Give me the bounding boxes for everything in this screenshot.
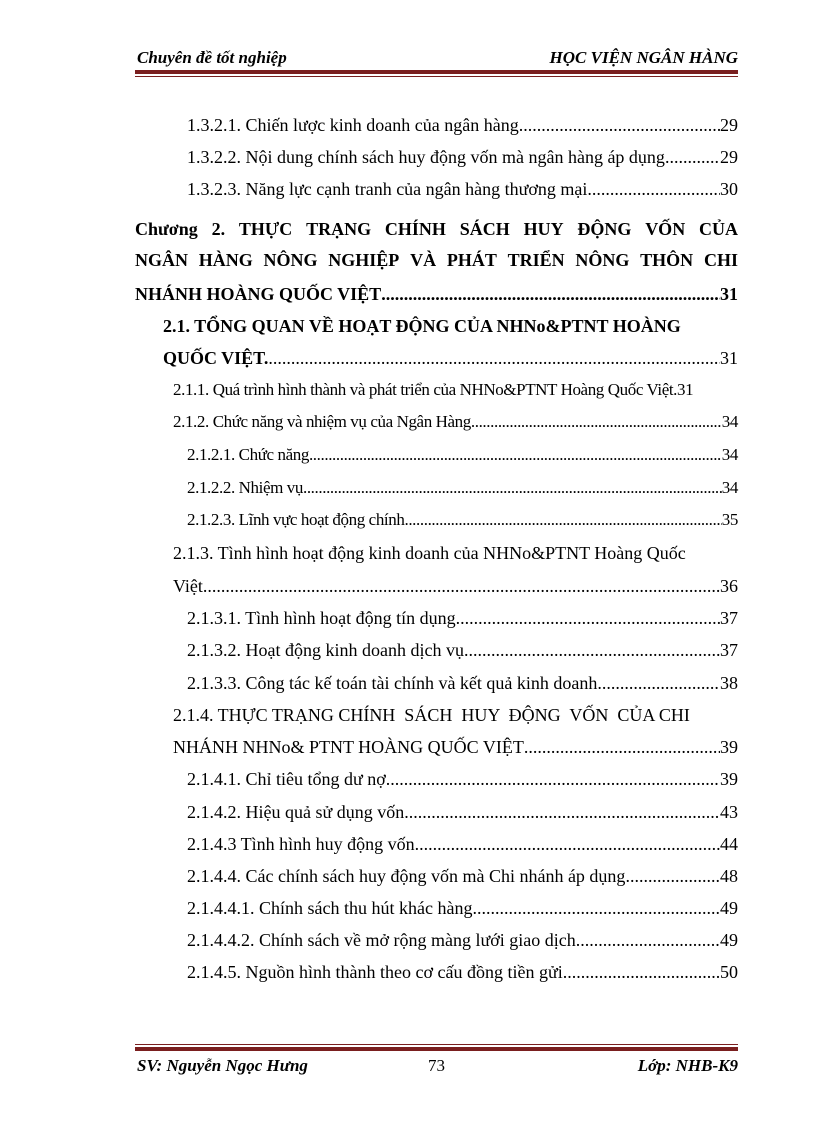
toc-entry-title: 2.1.2.1. Chức năng [187,445,309,464]
toc-page-number: 49 [720,930,738,950]
chapter-title-line-1 [135,214,738,245]
toc-leader [464,640,720,661]
chapter-word: Chương [135,219,198,239]
toc-entry-2-1-4-line-1[interactable]: 2.1.4. THỰC TRẠNG CHÍNH SÁCH HUY ĐỘNG VỐN CỦA CHI [173,705,690,725]
toc-leader [519,115,720,136]
toc-entry-2-1-3-line-1[interactable]: 2.1.3. Tình hình hoạt động kinh doanh của NHNo&PTNT Hoàng Quốc [173,543,686,563]
toc-leader [471,412,722,432]
chapter-word: NÔNG [263,250,318,270]
toc-entry-title: NHÁNH NHNo& PTNT HOÀNG QUỐC VIỆT [173,737,524,757]
chapter-word: THỰC [238,219,293,239]
toc-leader [625,866,720,887]
toc-leader [587,179,720,200]
toc-page-number: 34 [721,478,738,497]
toc-entry-title: 1.3.2.2. Nội dung chính sách huy động vốn mà ngân hàng áp dụng [187,147,665,167]
toc-entry-title: Việt [173,576,203,596]
toc-leader [404,510,721,530]
chapter-word: 2. [211,219,226,239]
header-right-title: HỌC VIỆN NGÂN HÀNG [549,48,738,67]
toc-entry-title: 2.1.4.4.1. Chính sách thu hút khác hàng [187,898,473,918]
toc-entry-2-1-2-2[interactable] [187,478,738,498]
toc-leader [563,962,720,983]
chapter-word: VÀ [410,250,437,270]
toc-entry-2-1-4-4-2[interactable] [187,930,738,951]
footer-rule-thin [135,1044,738,1045]
toc-leader [576,930,720,951]
toc-page-number: 43 [720,802,738,822]
toc-page-number: 48 [720,866,738,886]
toc-leader [472,898,720,919]
toc-entry-2-1-2-3[interactable] [187,510,738,530]
toc-entry-title: 1.3.2.3. Năng lực cạnh tranh của ngân hàng thương mại [187,179,588,199]
toc-chapter-2[interactable] [135,214,738,276]
toc-page-number: 39 [720,769,738,789]
header-rule [135,70,738,74]
toc-leader [456,608,720,629]
toc-entry-2-1-2[interactable] [173,412,738,432]
toc-leader [309,445,722,465]
toc-leader [524,737,720,758]
chapter-word: CỦA [699,219,738,239]
footer-page-number: 73 [428,1056,445,1075]
toc-section-2-1[interactable] [163,348,738,369]
page-footer [135,1056,738,1078]
toc-leader [386,769,720,790]
toc-entry-title: 2.1.3.3. Công tác kế toán tài chính và kết quả kinh doanh [187,673,598,693]
toc-leader [415,834,720,855]
toc-entry-title: 2.1.3.2. Hoạt động kinh doanh dịch vụ [187,640,464,660]
toc-page-number: 36 [720,576,738,596]
toc-leader [303,478,722,498]
toc-page-number: 31 [720,348,738,368]
toc-entry-2-1-3-2[interactable] [187,640,738,661]
toc-page-number: 30 [720,179,738,199]
toc-page-number: 31 [677,380,694,399]
toc-entry-title: 2.1.4.3 Tình hình huy động vốn [187,834,415,854]
chapter-word: CHÍNH [384,219,446,239]
toc-page-number: 29 [720,147,738,167]
toc-page-number: 38 [720,673,738,693]
chapter-word: PHÁT [446,250,497,270]
toc-entry-2-1-4-4[interactable] [187,866,738,887]
toc-entry-title: 1.3.2.1. Chiến lược kinh doanh của ngân hàng [187,115,519,135]
toc-page-number: 29 [720,115,738,135]
toc-page-number: 34 [721,445,738,464]
toc-chapter-2-last-line[interactable] [135,284,738,305]
toc-entry-2-1-4[interactable] [173,737,738,758]
toc-page-number: 37 [720,640,738,660]
toc-entry-title: 2.1.4.4. Các chính sách huy động vốn mà Chi nhánh áp dụng [187,866,626,886]
chapter-word: HUY [523,219,564,239]
toc-entry-1-3-2-2[interactable] [187,147,738,168]
chapter-word: HÀNG [198,250,253,270]
toc-entry-1-3-2-1[interactable] [187,115,738,136]
chapter-word: ĐỘNG [577,219,632,239]
toc-leader [597,673,720,694]
toc-entry-title: NHÁNH HOÀNG QUỐC VIỆT [135,284,382,304]
toc-entry-2-1-3-3[interactable] [187,673,738,694]
chapter-title-line-2 [135,245,738,276]
chapter-word: SÁCH [459,219,510,239]
toc-entry-title: 2.1.2. Chức năng và nhiệm vụ của Ngân Hàng [173,412,471,431]
toc-entry-2-1-4-3[interactable] [187,834,738,855]
toc-entry-2-1-4-5[interactable] [187,962,738,983]
toc-entry-title: 2.1.1. Quá trình hình thành và phát triển của NHNo&PTNT Hoàng Quốc Việt. [173,380,678,399]
header-rule-thin [135,76,738,77]
toc-entry-2-1-3-1[interactable] [187,608,738,629]
toc-entry-2-1-4-4-1[interactable] [187,898,738,919]
toc-entry-title: 2.1.3.1. Tình hình hoạt động tín dụng [187,608,456,628]
toc-entry-title: 2.1.4.1. Chỉ tiêu tổng dư nợ [187,769,386,789]
toc-page-number: 31 [720,284,738,304]
footer-student-name: SV: Nguyễn Ngọc Hưng [137,1056,308,1075]
toc-page-number: 37 [720,608,738,628]
toc-page-number: 44 [720,834,738,854]
toc-entry-2-1-2-1[interactable] [187,445,738,465]
toc-leader [381,284,720,305]
toc-entry-title: 2.1.4.4.2. Chính sách về mở rộng màng lưới giao dịch [187,930,576,950]
toc-entry-2-1-3[interactable] [173,576,738,597]
toc-section-2-1-line-1[interactable]: 2.1. TỔNG QUAN VỀ HOẠT ĐỘNG CỦA NHNo&PTNT HOÀNG [163,316,681,336]
chapter-word: CHI [703,250,738,270]
page-header [135,48,738,70]
toc-leader [404,802,720,823]
toc-leader [665,147,720,168]
toc-entry-2-1-4-1[interactable] [187,769,738,790]
chapter-word: NGÂN [135,250,188,270]
chapter-word: NGHIỆP [328,250,400,270]
toc-leader [203,576,720,597]
toc-entry-1-3-2-3[interactable] [187,179,738,200]
toc-entry-2-1-1[interactable] [173,380,738,400]
toc-entry-2-1-4-2[interactable] [187,802,738,823]
toc-leader [268,348,720,369]
toc-page-number: 39 [720,737,738,757]
header-left-title: Chuyên đề tốt nghiệp [137,48,287,67]
footer-class: Lớp: NHB-K9 [637,1056,738,1075]
toc-page-number: 34 [721,412,738,431]
toc-page-number: 49 [720,898,738,918]
chapter-word: TRẠNG [306,219,372,239]
footer-rule [135,1047,738,1051]
chapter-word: TRIỂN [507,250,565,270]
chapter-word: THÔN [640,250,694,270]
toc-page-number: 50 [720,962,738,982]
toc-entry-title: 2.1.4.2. Hiệu quả sử dụng vốn [187,802,405,822]
chapter-word: VỐN [645,219,686,239]
toc-entry-title: 2.1.4.5. Nguồn hình thành theo cơ cấu đồng tiền gửi [187,962,563,982]
chapter-word: NÔNG [575,250,630,270]
toc-page-number: 35 [721,510,738,529]
toc-entry-title: QUỐC VIỆT. [163,348,269,368]
toc-entry-title: 2.1.2.3. Lĩnh vực hoạt động chính [187,510,405,529]
toc-entry-title: 2.1.2.2. Nhiệm vụ [187,478,303,497]
